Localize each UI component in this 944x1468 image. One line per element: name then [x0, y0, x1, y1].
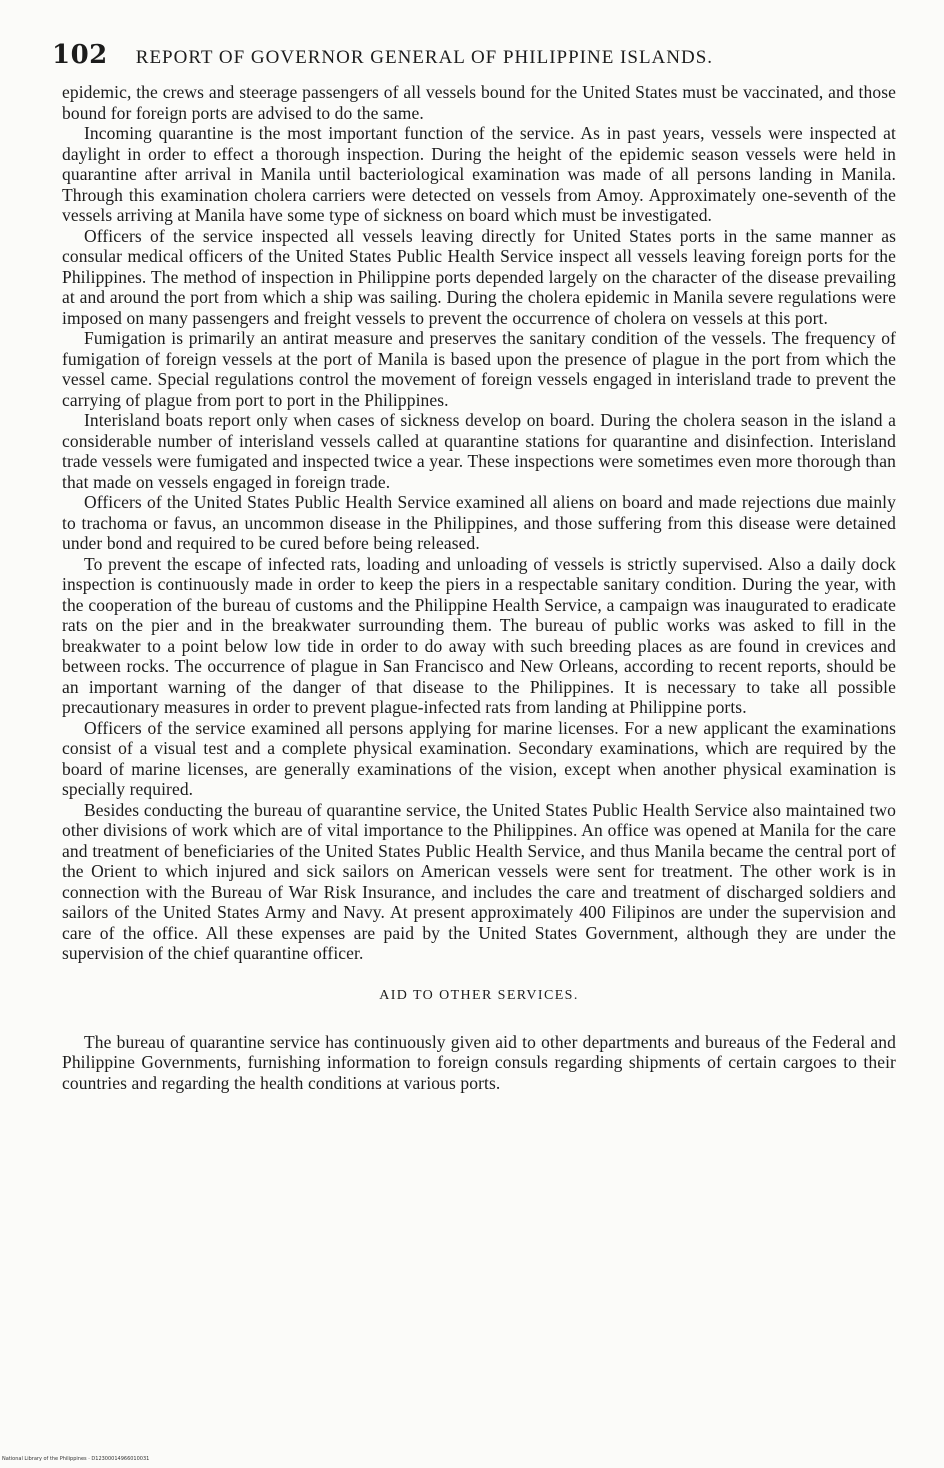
paragraph: Officers of the service examined all persons applying for marine licenses. For a new applicant the examinations consist of a visual test and a complete physical examination. Secondary examinations, which are required by the board of marine licenses, are generally examinations of the vision, except when another physical examination is specially required. — [62, 717, 896, 799]
paragraph: The bureau of quarantine service has continuously given aid to other departments and bureaus of the Federal and Philippine Governments, furnishing information to foreign consuls regarding shipments of certain cargoes to their countries and regarding the health conditions at various ports. — [62, 1031, 896, 1093]
running-head: REPORT OF GOVERNOR GENERAL OF PHILIPPINE ISLANDS. — [135, 47, 714, 68]
footer-credit: National Library of the Philippines · D12300014966010031 — [2, 1456, 150, 1462]
section-heading: AID TO OTHER SERVICES. — [379, 987, 579, 1003]
paragraph: To prevent the escape of infected rats, loading and unloading of vessels is strictly supervised. Also a daily dock inspection is continuously made in order to keep the piers in a respectable sanitary condition. During the year, with the cooperation of the bureau of customs and the Philippine Health Service, a campaign was inaugurated to eradicate rats on the pier and in the breakwater surrounding them. The bureau of public works was asked to fill in the breakwater to a point below low tide in order to do away with such breeding places as are found in crevices and between rocks. The occurrence of plague in San Francisco and New Orleans, according to recent reports, should be an important warning of the danger of that disease to the Philippines. It is necessary to take all possible precautionary measures in order to prevent plague-infected rats from landing at Philippine ports. — [62, 553, 896, 717]
paragraph: Officers of the United States Public Health Service examined all aliens on board and made rejections due mainly to trachoma or favus, an uncommon disease in the Philippines, and those suffering from this disease were detained under bond and required to be cured before being released. — [62, 492, 896, 553]
paragraph: Fumigation is primarily an antirat measure and preserves the sanitary condition of the vessels. The frequency of fumigation of foreign vessels at the port of Manila is based upon the presence of plague in the port from which the vessel came. Special regulations control the movement of foreign vessels engaged in interisland trade to prevent the carrying of plague from port to port in the Philippines. — [62, 328, 896, 410]
paragraph: Officers of the service inspected all vessels leaving directly for United States ports in the same manner as consular medical officers of the United States Public Health Service inspect all vessels leaving foreign ports for the Philippines. The method of inspection in Philippine ports depended largely on the character of the disease prevailing at and around the port from which a ship was sailing. During the cholera epidemic in Manila severe regulations were imposed on many passengers and freight vessels to prevent the occurrence of cholera on vessels at this port. — [62, 225, 896, 328]
body-text — [62, 82, 896, 1093]
paragraph: epidemic, the crews and steerage passengers of all vessels bound for the United States must be vaccinated, and those bound for foreign ports are advised to do the same. — [62, 82, 896, 123]
paragraph: Incoming quarantine is the most important function of the service. As in past years, vessels were inspected at daylight in order to effect a thorough inspection. During the height of the epidemic season vessels were held in quarantine after arrival in Manila until bacteriological examination was made of all persons landing in Manila. Through this examination cholera carriers were detected on vessels from Amoy. Approximately one-seventh of the vessels arriving at Manila have some type of sickness on board which must be investigated. — [62, 123, 896, 225]
page-header — [52, 40, 832, 76]
page-number: 102 — [52, 40, 108, 70]
paragraph: Besides conducting the bureau of quarantine service, the United States Public Health Service also maintained two other divisions of work which are of vital importance to the Philippines. An office was opened at Manila for the care and treatment of beneficiaries of the United States Public Health Service, and thus Manila became the central port of the Orient to which injured and sick sailors on American vessels were sent for treatment. The other work is in connection with the Bureau of War Risk Insurance, and includes the care and treatment of discharged soldiers and sailors of the United States Army and Navy. At present approximately 400 Filipinos are under the supervision and care of the office. All these expenses are paid by the United States Government, although they are under the supervision of the chief quarantine officer. — [62, 799, 896, 963]
paragraph: Interisland boats report only when cases of sickness develop on board. During the cholera season in the island a considerable number of interisland vessels called at quarantine stations for quarantine and disinfection. Interisland trade vessels were fumigated and inspected twice a year. These inspections were sometimes even more thorough than that made on vessels engaged in foreign trade. — [62, 410, 896, 492]
